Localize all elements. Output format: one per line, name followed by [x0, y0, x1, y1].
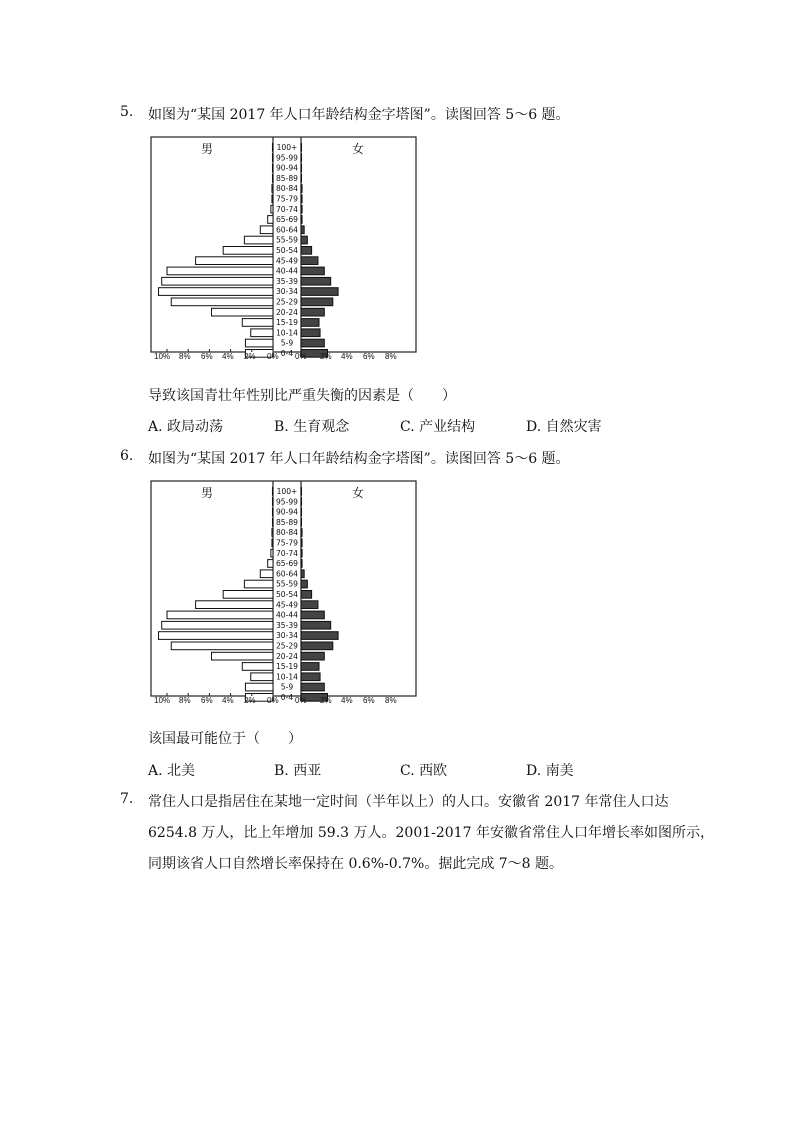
- female-bar: [301, 144, 302, 152]
- male-bar: [272, 529, 273, 537]
- female-bar: [301, 560, 302, 568]
- male-bar: [272, 154, 273, 162]
- male-bar: [167, 267, 273, 275]
- age-label: 90-94: [275, 507, 299, 517]
- age-label: 90-94: [275, 163, 299, 173]
- female-bar: [301, 683, 324, 691]
- age-label: 10-14: [275, 672, 299, 682]
- female-bar: [301, 277, 331, 285]
- question-7-number: 7.: [120, 791, 134, 807]
- age-label: 40-44: [275, 266, 299, 276]
- x-tick-label: 8%: [179, 696, 191, 705]
- x-tick-label: 6%: [201, 352, 213, 361]
- female-bar: [301, 257, 318, 265]
- x-axis-2: [150, 696, 418, 710]
- male-bar: [272, 488, 273, 496]
- x-tick-label: 8%: [385, 696, 397, 705]
- age-label: 5-9: [280, 338, 294, 348]
- age-label: 75-79: [275, 194, 299, 204]
- male-label: 男: [200, 142, 214, 156]
- female-bar: [301, 195, 302, 203]
- question-5-stem: 如图为“某国 2017 年人口年龄结构金字塔图”。读图回答 5～6 题。: [148, 107, 570, 123]
- age-label: 15-19: [275, 318, 299, 328]
- age-label: 25-29: [275, 641, 299, 651]
- female-bar: [301, 570, 304, 578]
- male-bar: [159, 632, 273, 640]
- male-bar: [223, 247, 273, 255]
- female-bar: [301, 174, 302, 182]
- female-bar: [301, 498, 302, 506]
- female-bar: [301, 185, 302, 193]
- question-6-option-b[interactable]: B. 西亚: [274, 763, 322, 779]
- female-bar: [301, 663, 319, 671]
- male-bar: [162, 621, 273, 629]
- male-bar: [271, 549, 273, 557]
- female-bar: [301, 226, 304, 234]
- question-5-option-b[interactable]: B. 生育观念: [274, 419, 350, 435]
- age-label: 85-89: [275, 517, 299, 527]
- female-bar: [301, 205, 302, 213]
- female-bar: [301, 329, 320, 337]
- population-pyramid-1: [150, 136, 418, 358]
- male-bar: [244, 236, 273, 244]
- age-label: 25-29: [275, 297, 299, 307]
- male-bar: [272, 174, 273, 182]
- female-bar: [301, 236, 307, 244]
- male-bar: [162, 277, 273, 285]
- age-label: 85-89: [275, 173, 299, 183]
- male-bar: [242, 319, 273, 327]
- age-label: 0-4: [280, 349, 294, 358]
- male-bar: [171, 642, 273, 650]
- age-label: 15-19: [275, 662, 299, 672]
- male-bar: [272, 518, 273, 526]
- question-7-line-1: 常住人口是指居住在某地一定时间（半年以上）的人口。安徽省 2017 年常住人口达: [148, 794, 669, 810]
- age-label: 35-39: [275, 620, 299, 630]
- female-bar: [301, 518, 302, 526]
- male-bar: [159, 288, 273, 296]
- age-label: 70-74: [275, 548, 299, 558]
- question-6-stem: 如图为“某国 2017 年人口年龄结构金字塔图”。读图回答 5～6 题。: [148, 451, 570, 467]
- male-bar: [212, 652, 273, 660]
- male-bar: [272, 144, 273, 152]
- age-label: 75-79: [275, 538, 299, 548]
- question-7-line-2: 6254.8 万人，比上年增加 59.3 万人。2001-2017 年安徽省常住人口年增长率如图所示，: [148, 825, 714, 841]
- age-label: 80-84: [275, 184, 299, 194]
- female-bar: [301, 621, 331, 629]
- x-axis-1: [150, 352, 418, 366]
- pyramid-chart-2: [150, 480, 418, 702]
- female-bar: [301, 539, 302, 547]
- male-bar: [212, 308, 273, 316]
- male-bar: [271, 205, 273, 213]
- x-tick-label: 2%: [244, 696, 256, 705]
- question-5-prompt: 导致该国青壮年性别比严重失衡的因素是（ ）: [148, 388, 456, 404]
- male-bar: [272, 185, 273, 193]
- question-5-number: 5.: [120, 104, 134, 120]
- male-bar: [245, 339, 273, 347]
- female-bar: [301, 549, 302, 557]
- male-bar: [171, 298, 273, 306]
- female-bar: [301, 652, 324, 660]
- question-7-line-3: 同期该省人口自然增长率保持在 0.6%-0.7%。据此完成 7～8 题。: [148, 856, 564, 872]
- female-bar: [301, 164, 302, 172]
- male-bar: [268, 560, 273, 568]
- age-label: 30-34: [275, 631, 299, 641]
- female-bar: [301, 488, 302, 496]
- x-tick-label: 2%: [244, 352, 256, 361]
- question-6-number: 6.: [120, 448, 134, 464]
- female-bar: [301, 673, 320, 681]
- male-bar: [242, 663, 273, 671]
- age-label: 50-54: [275, 246, 299, 255]
- question-6-option-a[interactable]: A. 北美: [148, 763, 196, 779]
- female-bar: [301, 642, 333, 650]
- age-label: 95-99: [275, 497, 299, 507]
- x-tick-label: 4%: [341, 352, 353, 361]
- female-bar: [301, 154, 302, 162]
- x-tick-label: 6%: [363, 352, 375, 361]
- question-6-prompt: 该国最可能位于（ ）: [148, 731, 302, 747]
- x-tick-label: 8%: [385, 352, 397, 361]
- age-label: 5-9: [280, 682, 294, 692]
- female-bar: [301, 247, 312, 255]
- male-bar: [251, 329, 273, 337]
- male-bar: [272, 164, 273, 172]
- male-bar: [260, 570, 273, 578]
- x-tick-label: 10%: [154, 352, 171, 361]
- age-label: 55-59: [275, 579, 299, 589]
- male-bar: [272, 508, 273, 516]
- male-bar: [244, 580, 273, 588]
- x-tick-label: 8%: [179, 352, 191, 361]
- female-bar: [301, 308, 324, 316]
- age-label: 95-99: [275, 153, 299, 163]
- female-bar: [301, 288, 338, 296]
- pyramid-chart-1: [150, 136, 418, 358]
- x-tick-label: 0%: [267, 352, 279, 361]
- x-tick-label: 0%: [295, 352, 307, 361]
- x-tick-label: 6%: [363, 696, 375, 705]
- female-bar: [301, 216, 302, 224]
- male-bar: [251, 673, 273, 681]
- female-bar: [301, 611, 324, 619]
- age-label: 100+: [276, 487, 298, 496]
- female-bar: [301, 591, 312, 599]
- age-label: 20-24: [275, 307, 299, 317]
- female-bar: [301, 319, 319, 327]
- question-6-option-d[interactable]: D. 南美: [526, 763, 574, 779]
- male-label: 男: [200, 486, 214, 500]
- age-label: 55-59: [275, 235, 299, 245]
- age-label: 50-54: [275, 590, 299, 599]
- female-bar: [301, 508, 302, 516]
- x-tick-label: 4%: [341, 696, 353, 705]
- female-bar: [301, 529, 302, 537]
- male-bar: [272, 498, 273, 506]
- question-5-option-c[interactable]: C. 产业结构: [400, 419, 476, 435]
- x-tick-label: 10%: [154, 696, 171, 705]
- female-bar: [301, 339, 324, 347]
- age-label: 60-64: [275, 225, 299, 235]
- age-label: 35-39: [275, 276, 299, 286]
- male-bar: [272, 195, 273, 203]
- age-label: 80-84: [275, 528, 299, 538]
- age-label: 60-64: [275, 569, 299, 579]
- x-tick-label: 0%: [295, 696, 307, 705]
- question-5-option-d[interactable]: D. 自然灾害: [526, 419, 602, 435]
- male-bar: [196, 601, 273, 609]
- x-tick-label: 2%: [320, 352, 332, 361]
- female-label: 女: [351, 486, 365, 500]
- female-bar: [301, 298, 333, 306]
- male-bar: [196, 257, 273, 265]
- question-5-option-a[interactable]: A. 政局动荡: [148, 419, 224, 435]
- age-label: 20-24: [275, 651, 299, 661]
- age-label: 10-14: [275, 328, 299, 338]
- population-pyramid-2: [150, 480, 418, 702]
- male-bar: [167, 611, 273, 619]
- x-tick-label: 4%: [222, 696, 234, 705]
- female-bar: [301, 580, 307, 588]
- female-label: 女: [351, 142, 365, 156]
- x-tick-label: 2%: [320, 696, 332, 705]
- female-bar: [301, 632, 338, 640]
- male-bar: [272, 539, 273, 547]
- male-bar: [245, 683, 273, 691]
- age-label: 70-74: [275, 204, 299, 214]
- question-6-option-c[interactable]: C. 西欧: [400, 763, 448, 779]
- male-bar: [223, 591, 273, 599]
- age-label: 45-49: [275, 256, 299, 266]
- x-tick-label: 6%: [201, 696, 213, 705]
- age-label: 100+: [276, 143, 298, 152]
- x-tick-label: 0%: [267, 696, 279, 705]
- age-label: 30-34: [275, 287, 299, 297]
- female-bar: [301, 601, 318, 609]
- age-label: 65-69: [275, 559, 299, 569]
- age-label: 0-4: [280, 693, 294, 702]
- female-bar: [301, 267, 324, 275]
- age-label: 65-69: [275, 215, 299, 225]
- male-bar: [260, 226, 273, 234]
- x-tick-label: 4%: [222, 352, 234, 361]
- male-bar: [268, 216, 273, 224]
- age-label: 40-44: [275, 610, 299, 620]
- age-label: 45-49: [275, 600, 299, 610]
